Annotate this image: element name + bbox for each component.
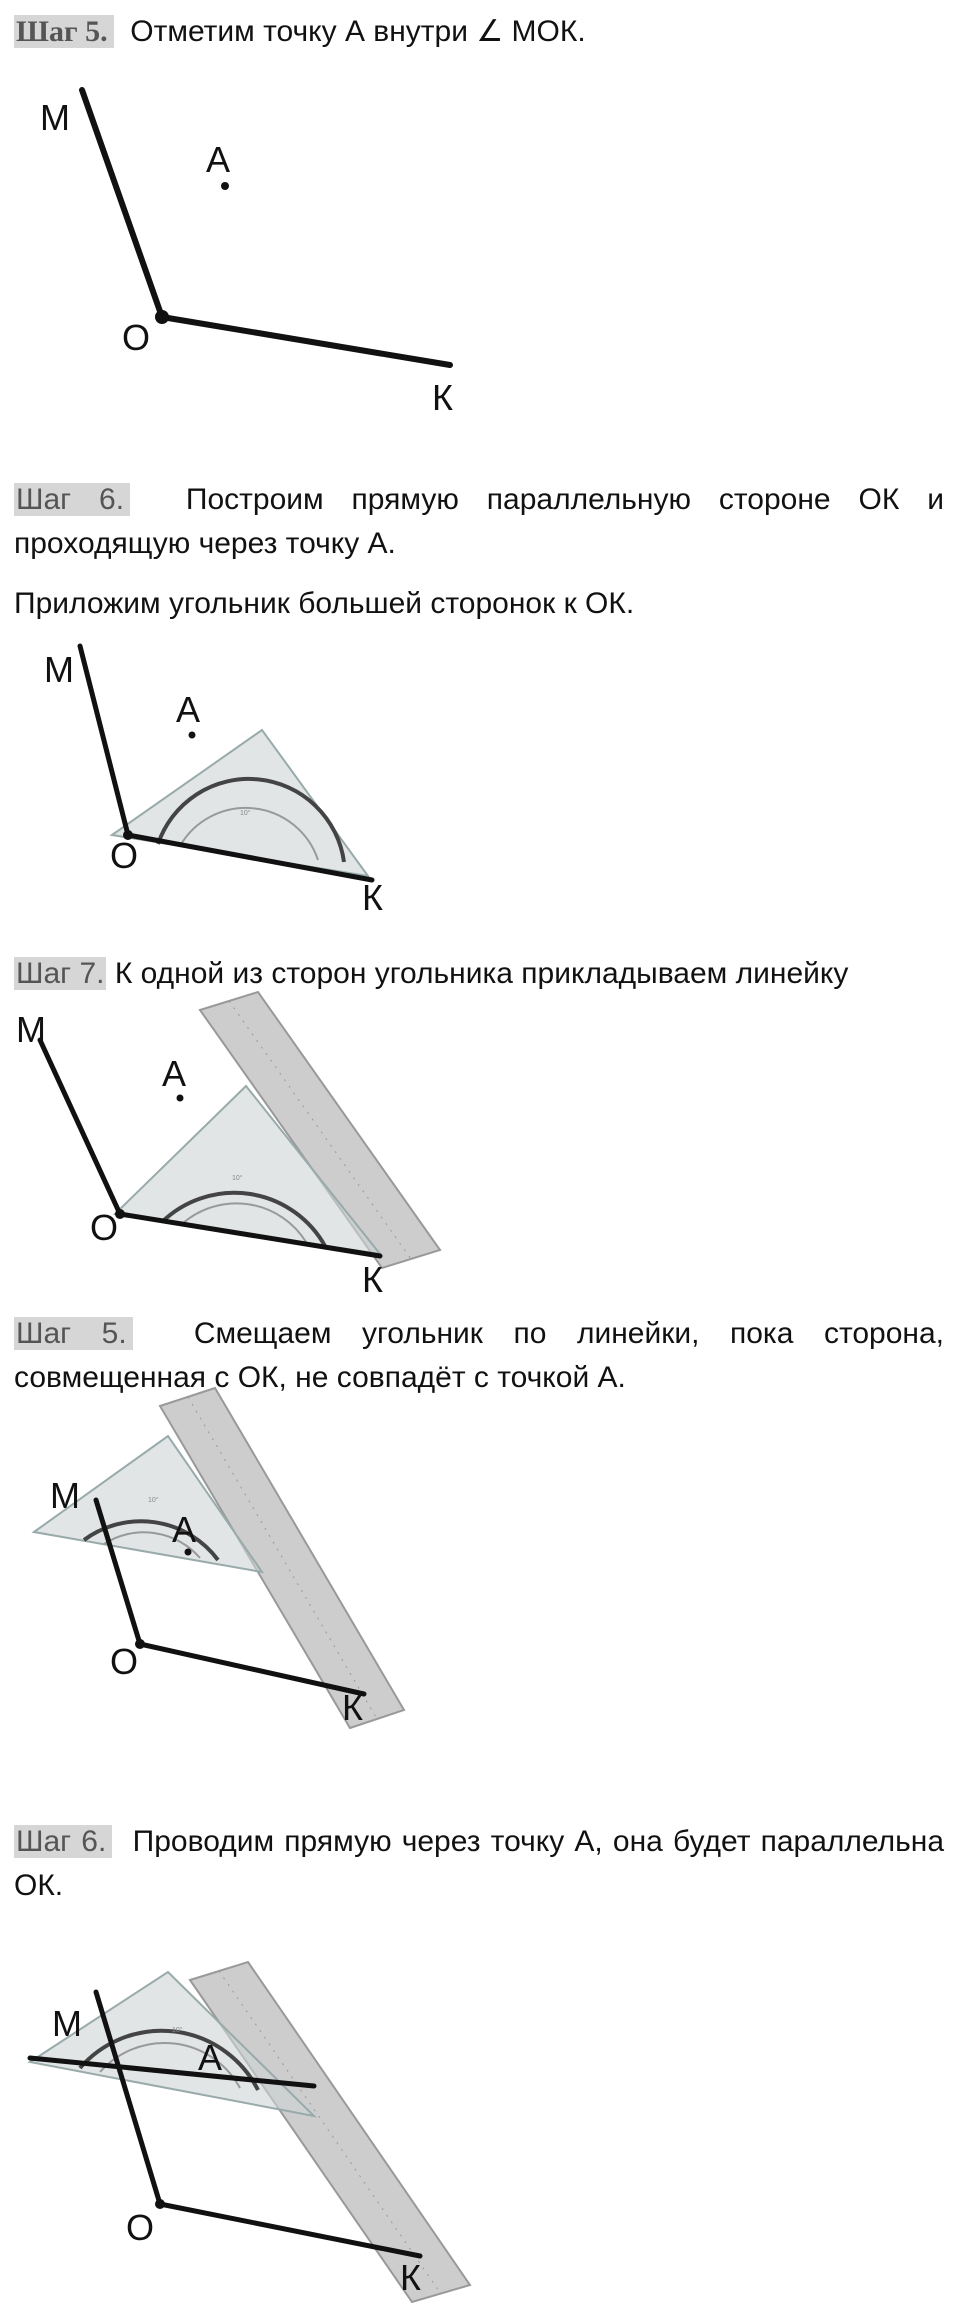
figure-step-4 — [0, 1400, 960, 1740]
step-1-text — [14, 10, 944, 54]
point-a — [189, 732, 196, 739]
protractor-degree: 10° — [172, 2027, 183, 2034]
label-o: О — [110, 1641, 139, 1682]
figure-step-1 — [0, 60, 960, 440]
protractor-degree: 10° — [148, 1497, 159, 1504]
step-3-tag: Шаг 7. — [16, 957, 105, 990]
step-2-extra: Приложим угольник большей сторонок к ОК. — [14, 587, 635, 620]
figure-step-5 — [0, 1950, 960, 2305]
point-a — [221, 182, 229, 190]
label-m: М — [40, 97, 70, 138]
label-m: М — [52, 2003, 82, 2044]
label-a: А — [162, 1053, 187, 1094]
label-a: А — [176, 689, 201, 730]
step-2-body: Построим прямую параллельную стороне ОК и проходящую через точку А. — [14, 483, 944, 560]
step-4-text — [14, 1312, 944, 1400]
step-4-body: Смещаем угольник по линейки, пока сторона, совмещенная с ОК, не совпадёт с точкой А. — [14, 1317, 944, 1394]
label-m: М — [44, 649, 74, 690]
step-1-tag: Шаг 5. — [14, 15, 114, 48]
label-o: О — [110, 835, 139, 876]
label-a: А — [172, 1509, 197, 1550]
step-5-tag: Шаг 6. — [14, 1825, 112, 1858]
label-k: К — [400, 2257, 421, 2298]
protractor-degree: 10° — [232, 1175, 243, 1182]
step-3-body: К одной из сторон угольника прикладываем линейку — [114, 957, 849, 990]
figure-step-2 — [0, 640, 960, 930]
label-k: К — [362, 877, 383, 918]
ruler — [190, 1962, 470, 2302]
label-m: М — [50, 1475, 80, 1516]
step-2-tag: Шаг 6. — [14, 483, 130, 516]
step-3-text — [14, 952, 944, 996]
vertex-o — [155, 310, 169, 324]
step-5-text — [14, 1820, 944, 1908]
label-a: А — [206, 139, 231, 180]
step-5-body: Проводим прямую через точку А, она будет параллельна ОК. — [14, 1825, 945, 1902]
label-o: О — [122, 317, 151, 358]
label-k: К — [362, 1259, 383, 1300]
label-k: К — [432, 377, 453, 418]
point-a — [177, 1095, 184, 1102]
ray-ok — [162, 317, 450, 365]
label-m: М — [16, 1009, 46, 1050]
ray-om — [80, 646, 128, 835]
label-a: А — [198, 2037, 223, 2078]
vertex-o — [155, 2199, 165, 2209]
label-o: О — [126, 2207, 155, 2248]
ray-om — [40, 1040, 120, 1214]
label-o: О — [90, 1207, 119, 1248]
step-4-tag: Шаг 5. — [14, 1317, 133, 1350]
ray-om — [82, 90, 162, 317]
step-2-text — [14, 478, 944, 566]
label-k: К — [342, 1687, 363, 1728]
step-1-body: Отметим точку А внутри ∠ МОК. — [130, 15, 586, 48]
protractor-degree: 10° — [240, 810, 251, 817]
figure-step-3 — [0, 1000, 960, 1300]
